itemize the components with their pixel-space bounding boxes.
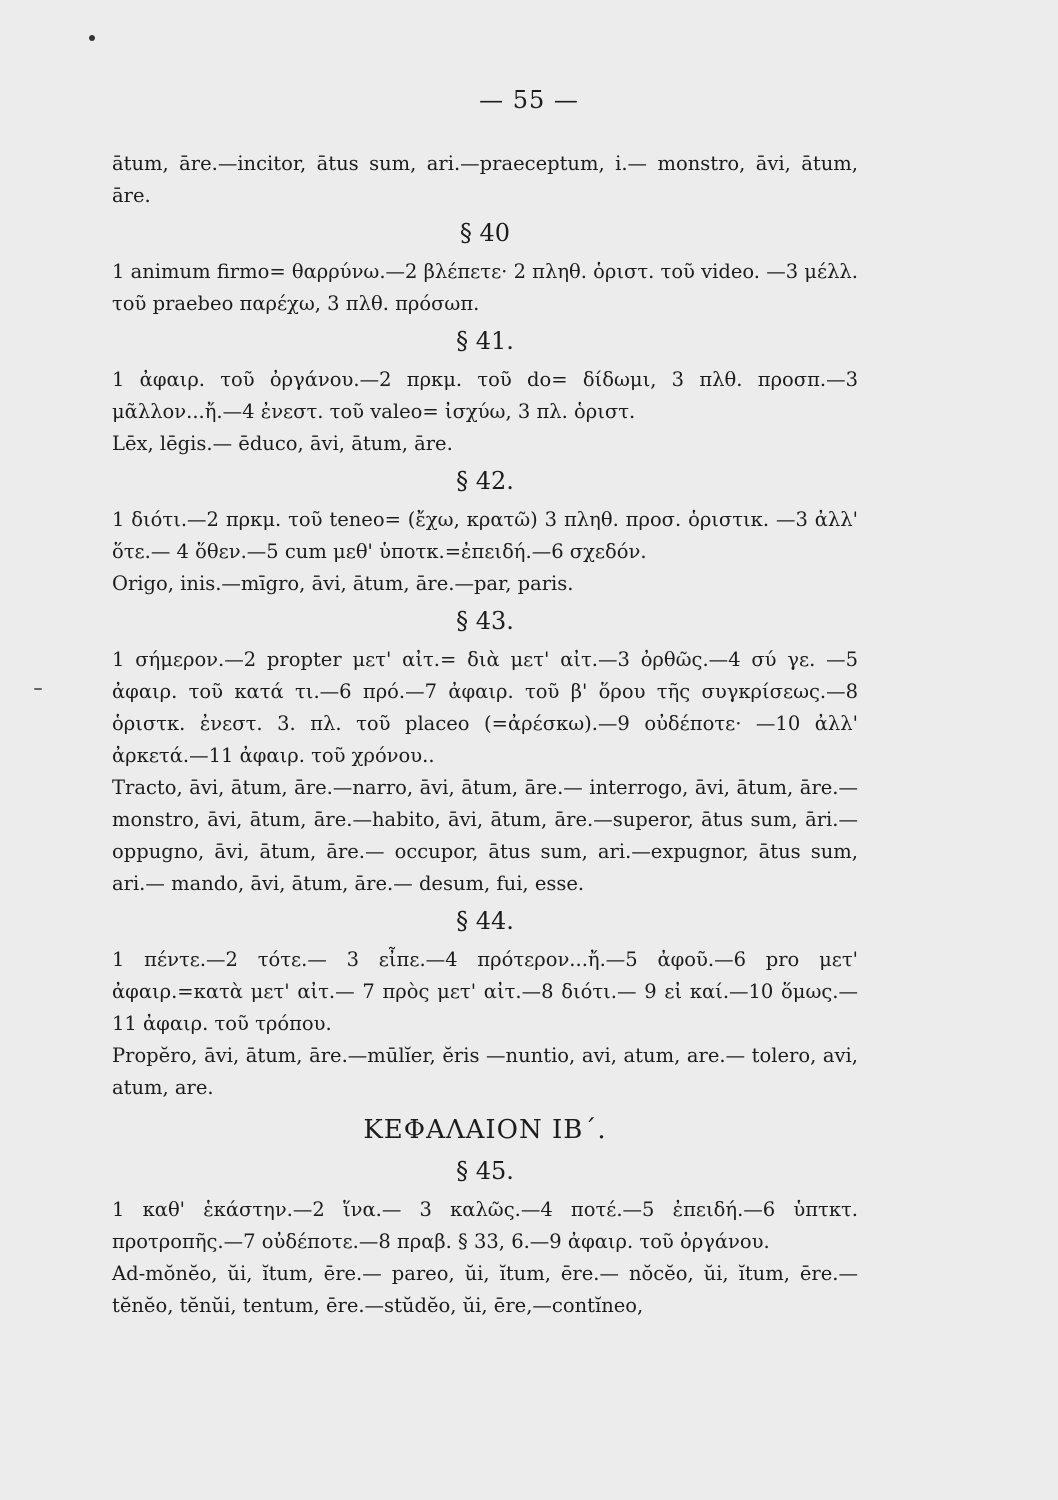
section-heading: § 40 (459, 219, 511, 247)
paragraph: Tracto, āvi, ātum, āre.—narro, āvi, ātum, āre.— interrogo, āvi, ātum, āre.— monstro, āvi, ātum, āre.—habito, āvi, ātum, āre.—superor, ātus sum, āri.— oppugno, āvi, ātum, āre.— occupor, ātus sum, ari.—expugnor, ātus sum, ari.— mando, āvi, ātum, āre.— desum, fui, esse. (112, 776, 858, 895)
section-heading: § 44. (456, 907, 514, 935)
ink-speck (89, 35, 95, 41)
chapter-heading: ΚΕΦΑΛΑΙΟΝ ΙΒ΄. (363, 1115, 607, 1145)
page-number: — 55 — (479, 86, 579, 114)
paragraph: Origo, inis.—mīgro, āvi, ātum, āre.—par, paris. (112, 572, 574, 595)
paragraph: 1 διότι.—2 πρκμ. τοῦ teneo= (ἔχω, κρατῶ) 3 πληθ. προσ. ὁριστικ. —3 ἀλλ' ὅτε.— 4 ὅθεν.—5 cum μεθ' ὑποτκ.=ἐπειδή.—6 σχεδόν. (112, 508, 858, 563)
paragraph: 1 ἀφαιρ. τοῦ ὀργάνου.—2 πρκμ. τοῦ do= δίδωμι, 3 πλθ. προσπ.—3 μᾶλλον...ἤ.—4 ἐνεστ. τοῦ valeo= ἰσχύω, 3 πλ. ὁριστ. (112, 368, 858, 423)
paragraph: 1 καθ' ἑκάστην.—2 ἵνα.— 3 καλῶς.—4 ποτέ.—5 ἐπειδή.—6 ὑπτκτ. προτροπῆς.—7 οὐδέποτε.—8 πραβ. § 33, 6.—9 ἀφαιρ. τοῦ ὀργάνου. (112, 1198, 858, 1253)
paragraph: Ad-mŏnĕo, ŭi, ĭtum, ēre.— pareo, ŭi, ĭtum, ēre.— nŏcĕo, ŭi, ĭtum, ēre.— tĕnĕo, tĕnŭi, tentum, ēre.—stŭdĕo, ŭi, ēre,—contĭneo, (112, 1262, 858, 1317)
section-heading: § 43. (456, 607, 514, 635)
ink-speck (34, 688, 42, 690)
section-heading: § 42. (456, 467, 514, 495)
page-text (112, 148, 858, 1322)
paragraph: 1 πέντε.—2 τότε.— 3 εἶπε.—4 πρότερον...ἤ.—5 ἀφοῦ.—6 pro μετ' ἀφαιρ.=κατὰ μετ' αἰτ.— 7 πρὸς μετ' αἰτ.—8 διότι.— 9 εἰ καί.—10 ὅμως.—11 ἀφαιρ. τοῦ τρόπου. (112, 948, 858, 1035)
paragraph: ātum, āre.—incitor, ātus sum, ari.—praeceptum, i.— monstro, āvi, ātum, āre. (112, 152, 858, 207)
paragraph: 1 σήμερον.—2 propter μετ' αἰτ.= διὰ μετ' αἰτ.—3 ὀρθῶς.—4 σύ γε. —5 ἀφαιρ. τοῦ κατά τι.—6 πρό.—7 ἀφαιρ. τοῦ β' ὅρου τῆς συγκρίσεως.—8 ὁριστκ. ἐνεστ. 3. πλ. τοῦ placeo (=ἀρέσκω).—9 οὐδέποτε· —10 ἀλλ' ἀρκετά.—11 ἀφαιρ. τοῦ χρόνου.. (112, 648, 858, 767)
paragraph: Propĕro, āvi, ātum, āre.—mūlĭer, ĕris —nuntio, avi, atum, are.— tolero, avi, atum, are. (112, 1044, 858, 1099)
paragraph: 1 animum firmo= θαρρύνω.—2 βλέπετε· 2 πληθ. ὁριστ. τοῦ video. —3 μέλλ. τοῦ praebeo παρέχω, 3 πλθ. πρόσωπ. (112, 260, 858, 315)
section-heading: § 45. (456, 1157, 514, 1185)
paragraph: Lēx, lēgis.— ēduco, āvi, ātum, āre. (112, 432, 453, 455)
section-heading: § 41. (456, 327, 514, 355)
